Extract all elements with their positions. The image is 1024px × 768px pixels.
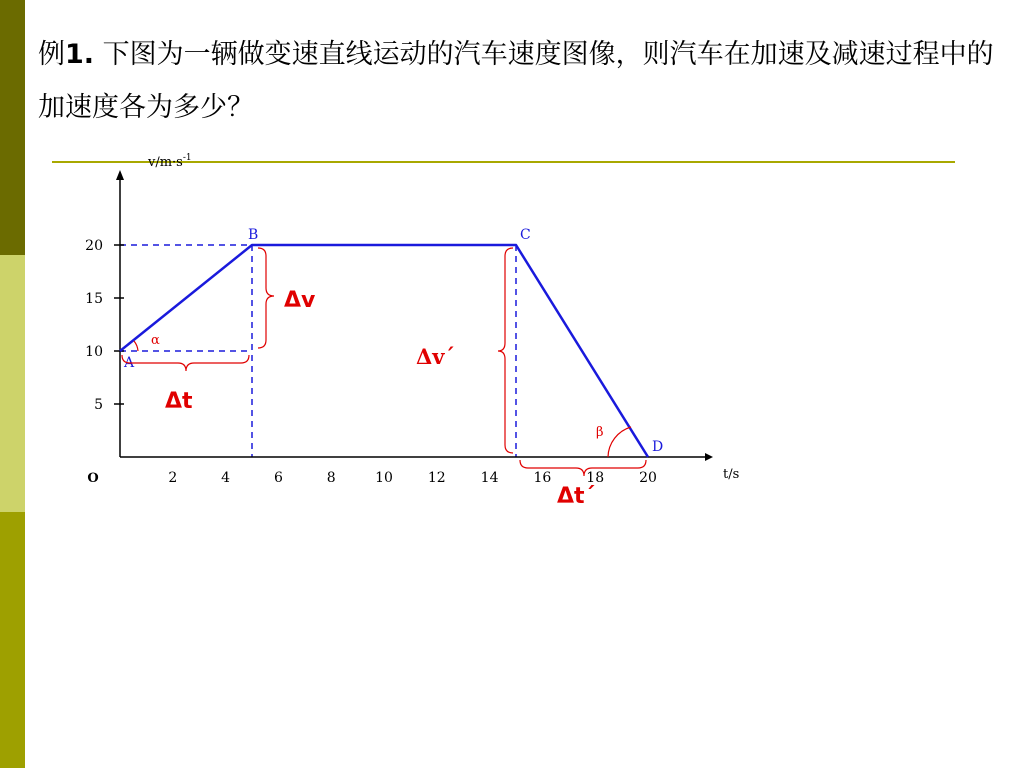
y-tick-label: 15 [85,291,103,307]
point-label-b: B [248,227,259,243]
delta-v-prime-label: Δv´ [416,344,455,369]
point-label-a: A [124,355,135,371]
x-tick-label: 2 [168,470,178,486]
x-tick-label: 20 [639,470,657,486]
y-axis-label: $v/m\cdot s^{-1}$ [148,153,192,170]
x-tick-label: 16 [533,470,552,486]
x-tick-label: 6 [273,470,283,486]
x-tick-label: 14 [480,470,499,486]
alpha-label: α [151,333,160,348]
x-tick-label: 10 [375,470,393,486]
beta-label: β [596,425,604,440]
x-tick-label: 8 [326,470,336,486]
y-tick-label: 20 [85,238,103,254]
alpha-angle-arc [134,341,138,351]
y-axis-arrow [116,170,124,180]
point-label-c: C [520,227,531,243]
title-text: 下图为一辆做变速直线运动的汽车速度图像，则汽车在加速及减速过程中的加速度各为多少？ [38,39,994,123]
x-axis-arrow [705,453,713,461]
beta-angle-arc [608,427,631,457]
x-tick-label: 12 [427,470,446,486]
delta-v-brace [258,248,274,348]
origin-label: O [87,471,99,486]
x-axis-label: t/s [723,467,740,482]
delta-t-label: Δt [165,389,193,414]
title-prefix: 例 [38,39,65,70]
delta-v-prime-brace [498,248,513,453]
delta-t-prime-label: Δt´ [557,484,596,509]
point-label-d: D [652,439,664,455]
delta-v-label: Δv [284,288,316,313]
title-number: 1. [65,39,95,70]
y-tick-label: 5 [94,397,103,413]
x-tick-label: 18 [586,470,605,486]
x-tick-label: 4 [221,470,231,486]
y-tick-label: 10 [85,344,103,360]
delta-t-brace [122,355,249,371]
